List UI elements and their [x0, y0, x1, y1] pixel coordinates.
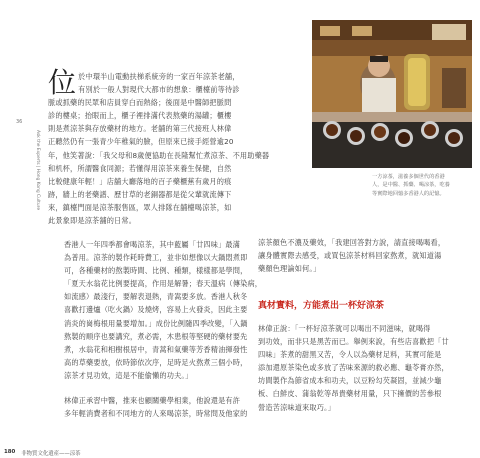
body-text-line: 四味」茶煮的甜黑又苦，令人以為藥材足料，其實可能是	[258, 350, 442, 360]
right-column-bottom	[258, 322, 474, 414]
dropcap: 位	[48, 66, 77, 99]
side-page-number: 36	[16, 119, 23, 125]
body-text-line: 消炎的崗梅根用量要增加。」成份比例隨四季改變，「入鍋	[64, 318, 248, 328]
left-column	[48, 66, 306, 227]
body-text-line: 為普用。涼茶的製作耗時費工，並非如想像以大鍋悶煮即	[64, 253, 248, 263]
body-text-line: 高的草藥要放，依時節依次序，足時足火熬煮三個小時，	[64, 357, 248, 367]
body-text-line: 喜歡打邊爐（吃火鍋）及燒烤，容易上火發炎，因此主要	[64, 305, 248, 315]
body-text-line: 此景象即是涼茶舖的日常。	[48, 216, 137, 226]
body-text-line: 診的樓桌；抬眼而上，櫃子裡排滿代表熬藥的湯罐；櫃樓	[48, 111, 232, 121]
side-running-title: Ask the Experts | Hong Kong Culture	[35, 130, 40, 211]
photo-caption: 一方涼茶，滋養多個世代的香港人，是中醫、抓藥、喝涼茶，吃養等實際地回憶多香港人的記憶。	[372, 174, 450, 197]
body-text-line: 脈或抓藥的民眾和店員穿白而熱絡；後面是中醫師把脈問	[48, 98, 232, 108]
body-text-line: 則是煮涼茶與存放藥材的地方。老舖的第三代接班人林偉	[48, 124, 232, 134]
body-text-line: 多年輕消費者和不同地方的人來喝涼茶，時常問及他家的	[64, 409, 248, 419]
body-text-line: 涼茶顏色不濃及藥效，「我建回答對方說，請直接喝喝看，	[258, 238, 446, 247]
footer-page-number: 180	[4, 449, 16, 455]
body-text-line: 涼茶才見功效，這是不能偷懶的功夫。」	[64, 370, 193, 380]
body-text-line: 坊間製作為節省成本和功夫，以豆粉勾芡凝固，並減少龜	[258, 376, 442, 386]
photo-illustration	[312, 20, 472, 168]
body-text-line: 讓身體實際去感受，或買包涼茶材料回家熬煮，就知道湯	[258, 251, 442, 261]
body-text-line: 來，鎮檯門面是涼茶服售區，眾人排隊在舖檯喝涼茶，如	[48, 202, 232, 212]
paragraph-1	[48, 66, 306, 227]
section-heading: 真材實料，方能煮出一杯好涼茶	[258, 301, 385, 311]
body-text-line: 年，他笑著說：「我父母和8歲便協助在長隆幫忙煮涼茶、不用助藥器	[48, 150, 270, 160]
body-text-line: 營造苦涼味道來取巧。」	[258, 402, 336, 412]
body-text-line: 藥顏色理論如何。」	[258, 264, 321, 274]
body-text-line: 林偉正說：「一杯好涼茶就可以喝出不同滋味，就喝得	[258, 324, 431, 333]
body-text-line: 板、白鮮皮、蒲翁乾等昂貴藥材用量，只下擁價的苦參根	[258, 389, 442, 399]
body-text-line: 添加還原茶染色或多放了苦味來源的救必應、龜苓膏亦然，	[258, 363, 449, 373]
body-text-line: 可，各種藥材的熬製時間、比例、種類，樣樣都是學問，	[64, 266, 248, 276]
body-text-line: 有別於一般人對現代大都市的想象：櫃檯前等待診	[78, 85, 240, 95]
teashop-photo	[312, 20, 472, 168]
body-text-line: 到功效，而非只是黑苦而已。舉例來說，有些店喜歡把「廿	[258, 337, 449, 347]
footer-title: 非物質文化遺產——涼茶	[21, 451, 81, 457]
body-text-line: 如流感）最淺行，要解表退熱，青嵩要多放。香港人秋冬	[64, 292, 248, 302]
body-text-line: 煮，水翁花和相樹根居中，青蒿和氣藥等芳香精油揮發性	[64, 344, 248, 354]
body-text-line: 正聽然仍有一張青少年稚氣的臉，但原來已接手經營逾20	[48, 137, 234, 147]
body-text-line: 林偉正承習中醫，推來也顧關藥學相業，他說還是有許	[64, 396, 241, 405]
body-text-line: 跡，牆上的老藥譜、歷甘草的老銅器都是從父輩就流傳下	[48, 189, 232, 199]
body-text-line: 於中環半山電動扶梯系統旁的一家百年涼茶老舖，	[78, 72, 240, 81]
body-text-line: 比較健康年輕！」店舖大廳落地的百子藥櫃蕉有歲月的痕	[48, 176, 232, 186]
body-text-line: 「夏天水翁花比例要提高，作用是解暑；春天溫病（傳染病，	[64, 279, 263, 289]
body-text-line: 熬製的順序也要講究，煮必需，木患根等堅硬的藥材要先	[64, 331, 248, 341]
body-text-line: 香港人一年四季都會喝涼茶，其中藍屬「廿四味」最滿	[64, 240, 241, 249]
body-text-line: 和机杯，所謂醫食同源；若懂得用涼茶來養生保健，自然	[48, 163, 232, 173]
page-footer	[4, 449, 81, 457]
right-column-top	[258, 236, 474, 275]
